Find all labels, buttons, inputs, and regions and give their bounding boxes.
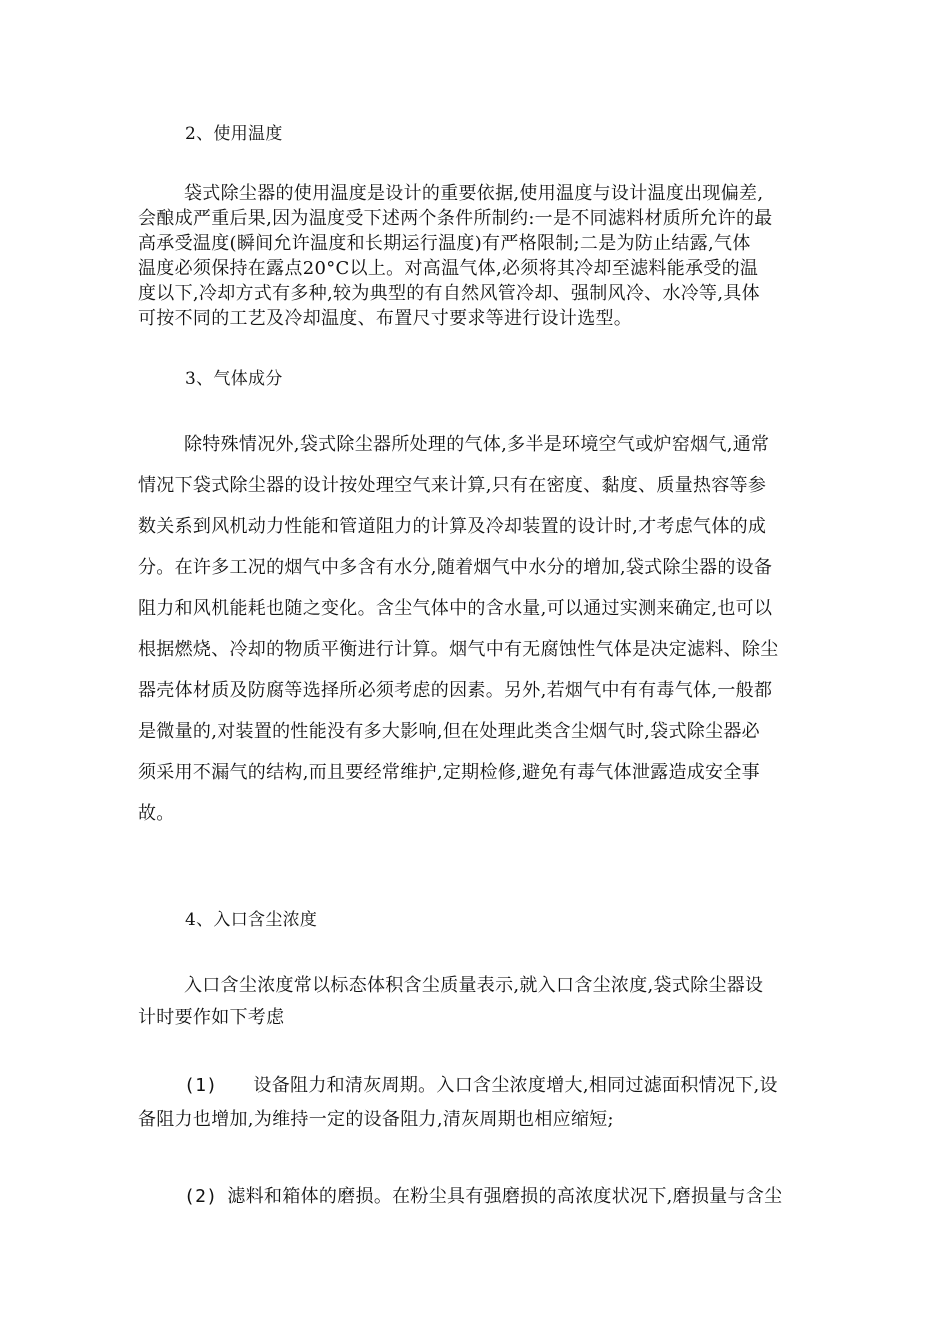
list-item-marker: (1) (184, 1075, 218, 1096)
paragraph-line: 根据燃烧、冷却的物质平衡进行计算。烟气中有无腐蚀性气体是决定滤料、除尘 (138, 639, 779, 660)
paragraph-line: 器壳体材质及防腐等选择所必须考虑的因素。另外,若烟气中有有毒气体,一般都 (138, 680, 773, 701)
paragraph-line: 除特殊情况外,袋式除尘器所处理的气体,多半是环境空气或炉窑烟气,通常 (184, 434, 770, 455)
paragraph-gas-composition (138, 424, 813, 834)
paragraph-line: 计时要作如下考虑 (138, 1007, 285, 1028)
paragraph-line: 数关系到风机动力性能和管道阻力的计算及冷却装置的设计时,才考虑气体的成 (138, 516, 767, 537)
paragraph-line: 分。在许多工况的烟气中多含有水分,随着烟气中水分的增加,袋式除尘器的设备 (138, 557, 773, 578)
paragraph-usage-temperature (138, 181, 813, 331)
section-heading-usage-temperature: 2、使用温度 (185, 124, 283, 144)
list-item-first-line (138, 1069, 813, 1103)
paragraph-line: 可按不同的工艺及冷却温度、布置尺寸要求等进行设计选型。 (138, 308, 633, 329)
section-heading-gas-composition: 3、气体成分 (185, 369, 283, 389)
list-item-first-line (138, 1180, 813, 1214)
list-item-marker: (2) (184, 1186, 218, 1207)
list-item-text: 设备阻力和清灰周期。入口含尘浓度增大,相同过滤面积情况下,设 (253, 1075, 778, 1096)
list-item-text: 滤料和箱体的磨损。在粉尘具有强磨损的高浓度状况下,磨损量与含尘 (227, 1186, 783, 1207)
list-item-equipment-resistance (138, 1069, 813, 1137)
paragraph-line: 须采用不漏气的结构,而且要经常维护,定期检修,避免有毒气体泄露造成安全事 (138, 762, 760, 783)
paragraph-line: 情况下袋式除尘器的设计按处理空气来计算,只有在密度、黏度、质量热容等参 (138, 475, 767, 496)
paragraph-line: 袋式除尘器的使用温度是设计的重要依据,使用温度与设计温度出现偏差, (184, 183, 764, 204)
paragraph-line: 高承受温度(瞬间允许温度和长期运行温度)有严格限制;二是为防止结露,气体 (138, 233, 751, 254)
paragraph-line: 会酿成严重后果,因为温度受下述两个条件所制约:一是不同滤料材质所允许的最 (138, 208, 773, 229)
paragraph-line: 度以下,冷却方式有多种,较为典型的有自然风管冷却、强制风冷、水冷等,具体 (138, 283, 760, 304)
paragraph-line: 阻力和风机能耗也随之变化。含尘气体中的含水量,可以通过实测来确定,也可以 (138, 598, 773, 619)
paragraph-line: 是微量的,对装置的性能没有多大影响,但在处理此类含尘烟气时,袋式除尘器必 (138, 721, 760, 742)
list-item-second-line: 备阻力也增加,为维持一定的设备阻力,清灰周期也相应缩短; (138, 1109, 614, 1130)
paragraph-line: 温度必须保持在露点20°C以上。对高温气体,必须将其冷却至滤料能承受的温 (138, 258, 759, 279)
paragraph-line: 入口含尘浓度常以标态体积含尘质量表示,就入口含尘浓度,袋式除尘器设 (184, 975, 764, 996)
paragraph-inlet-dust-concentration (138, 970, 813, 1034)
list-item-filter-wear (138, 1180, 813, 1214)
paragraph-line: 故。 (138, 803, 175, 824)
section-heading-inlet-dust-concentration: 4、入口含尘浓度 (185, 910, 318, 930)
